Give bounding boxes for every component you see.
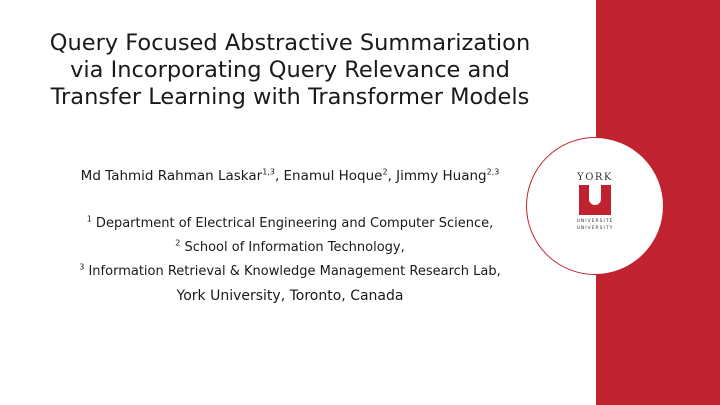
affiliation-2 bbox=[10, 240, 570, 255]
author-name: Jimmy Huang bbox=[396, 168, 487, 184]
author-name: Md Tahmid Rahman Laskar bbox=[80, 168, 263, 184]
affiliation-text: Information Retrieval & Knowledge Management Research Lab, bbox=[84, 264, 501, 279]
affiliation-text: Department of Electrical Engineering and Computer Science, bbox=[91, 216, 494, 231]
affiliation-1 bbox=[10, 216, 570, 231]
york-university-logo bbox=[567, 172, 623, 236]
logo-subtext: UNIVERSITÉ bbox=[576, 219, 614, 224]
title-line: Transfer Learning with Transformer Models bbox=[50, 84, 530, 110]
affiliation-mark: 3 bbox=[79, 262, 85, 272]
author-separator: , bbox=[387, 168, 397, 184]
affiliation-mark: 1 bbox=[86, 214, 92, 224]
affiliation-location: York University, Toronto, Canada bbox=[176, 288, 404, 304]
logo-wordmark: YORK bbox=[577, 172, 613, 183]
affiliation-mark: 2 bbox=[175, 238, 181, 248]
author-affiliation-mark: 1,3 bbox=[262, 167, 275, 177]
logo-u-icon bbox=[579, 185, 611, 215]
author-list bbox=[10, 168, 570, 184]
logo-subtext: UNIVERSITY bbox=[576, 226, 614, 231]
author-separator: , bbox=[274, 168, 284, 184]
slide-title bbox=[10, 30, 570, 111]
title-line: Query Focused Abstractive Summarization bbox=[49, 30, 531, 56]
author-affiliation-mark: 2,3 bbox=[486, 167, 500, 177]
affiliation-3 bbox=[10, 264, 570, 279]
affiliation-text: School of Information Technology, bbox=[180, 240, 405, 255]
author-affiliation-mark: 2 bbox=[382, 167, 388, 177]
title-line: via Incorporating Query Relevance and bbox=[70, 57, 510, 83]
author-name: Enamul Hoque bbox=[283, 168, 383, 184]
